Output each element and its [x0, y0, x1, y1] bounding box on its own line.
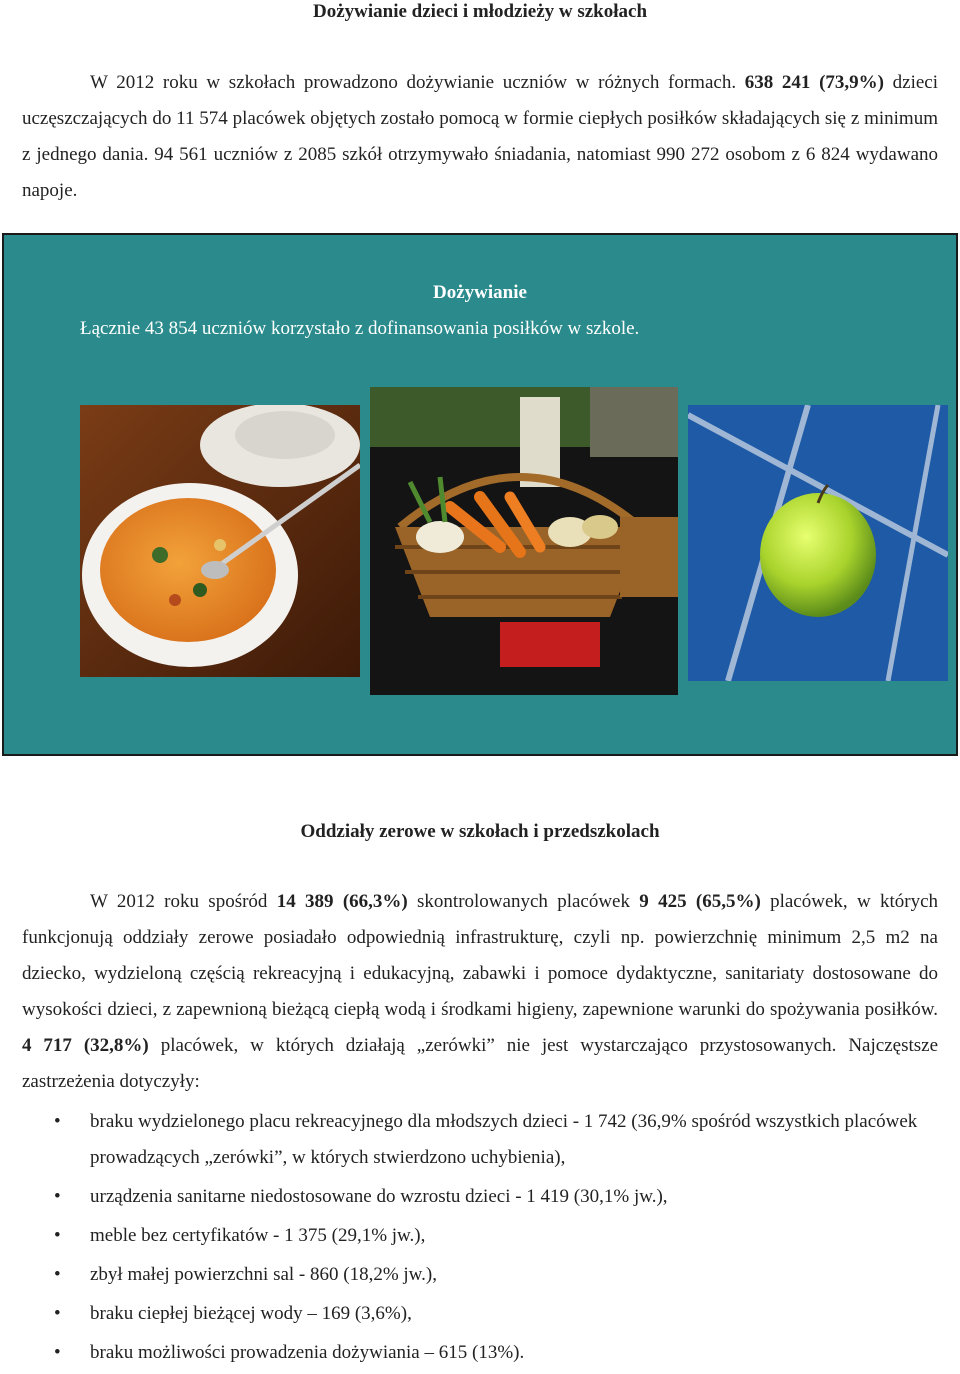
text-fragment: skontrolowanych placówek — [407, 891, 640, 912]
text-fragment: dzieci uczęszczających do 11 574 placówek objętych zostało pomocą w formie ciepłych posiłków składających się z minimum z jednego dania. 94 561 uczniów z 2085 szkół otrzymywało śniadania, natomiast 990 272 osobom z 6 824 wydawano napoje. — [22, 72, 939, 201]
list-item — [22, 1179, 938, 1215]
slide-title: Dożywianie — [433, 282, 527, 303]
bullet-icon: • — [54, 1111, 61, 1132]
apple-photo — [688, 405, 948, 681]
section-title-nutrition: Dożywianie dzieci i młodzieży w szkołach — [312, 1, 648, 22]
text-fragment: W 2012 roku w szkołach prowadzono dożywianie uczniów w różnych formach. — [90, 72, 737, 93]
bullet-icon: • — [54, 1342, 61, 1363]
list-item — [22, 1218, 938, 1254]
bullet-icon: • — [54, 1264, 61, 1285]
bullet-icon: • — [54, 1225, 61, 1246]
soup-photo — [80, 405, 360, 677]
text-fragment: placówek, w których funkcjonują oddziały zerowe posiadało odpowiednią infrastrukturę, czyli np. powierzchnię minimum 2,5 m2 na dziecko, wydzieloną częścią rekreacyjną i edukacyjną, zabawki i pomoce dydaktyczne, sanitariaty dostosowane do wysokości dzieci, z zapewnioną bieżącą ciepłą wodą i środkami higieny, zapewnione warunki do spożywania posiłków. — [22, 891, 938, 1020]
slide-text: Łącznie 43 854 uczniów korzystało z dofinansowania posiłków w szkole. — [80, 318, 640, 339]
bullet-icon: • — [54, 1186, 61, 1207]
list-item-text: meble bez certyfikatów - 1 375 (29,1% jw.), — [90, 1225, 426, 1246]
paragraph-nutrition — [22, 65, 938, 209]
text-fragment: W 2012 roku spośród — [90, 891, 277, 912]
slide-panel — [2, 233, 958, 756]
paragraph-kindergarten — [22, 884, 938, 1100]
list-item-text: urządzenia sanitarne niedostosowane do wzrostu dzieci - 1 419 (30,1% jw.), — [90, 1186, 668, 1207]
highlight-number: 4 717 (32,8%) — [22, 1035, 149, 1056]
vegetables-photo — [370, 387, 678, 695]
section-title-kindergarten: Oddziały zerowe w szkołach i przedszkolach — [300, 821, 660, 842]
list-item — [22, 1257, 938, 1293]
text-fragment: placówek, w których działają „zerówki” nie jest wystarczająco przystosowanych. Najczęstsze zastrzeżenia dotyczyły: — [22, 1035, 938, 1092]
highlight-number: 14 389 (66,3%) — [276, 891, 408, 912]
list-item — [22, 1104, 938, 1176]
list-item-text: braku wydzielonego placu rekreacyjnego dla młodszych dzieci - 1 742 (36,9% spośród wszystkich placówek prowadzących „zerówki”, w których stwierdzono uchybienia), — [90, 1111, 918, 1168]
list-item-text: braku ciepłej bieżącej wody – 169 (3,6%), — [90, 1303, 412, 1324]
highlight-number: 9 425 (65,5%) — [639, 891, 761, 912]
list-item-text: braku możliwości prowadzenia dożywiania – 615 (13%). — [90, 1342, 525, 1363]
highlight-number: 638 241 (73,9%) — [744, 72, 884, 93]
issues-list — [22, 1104, 938, 1374]
list-item-text: zbył małej powierzchni sal - 860 (18,2% jw.), — [90, 1264, 438, 1285]
bullet-icon: • — [54, 1303, 61, 1324]
list-item — [22, 1335, 938, 1371]
list-item — [22, 1296, 938, 1332]
